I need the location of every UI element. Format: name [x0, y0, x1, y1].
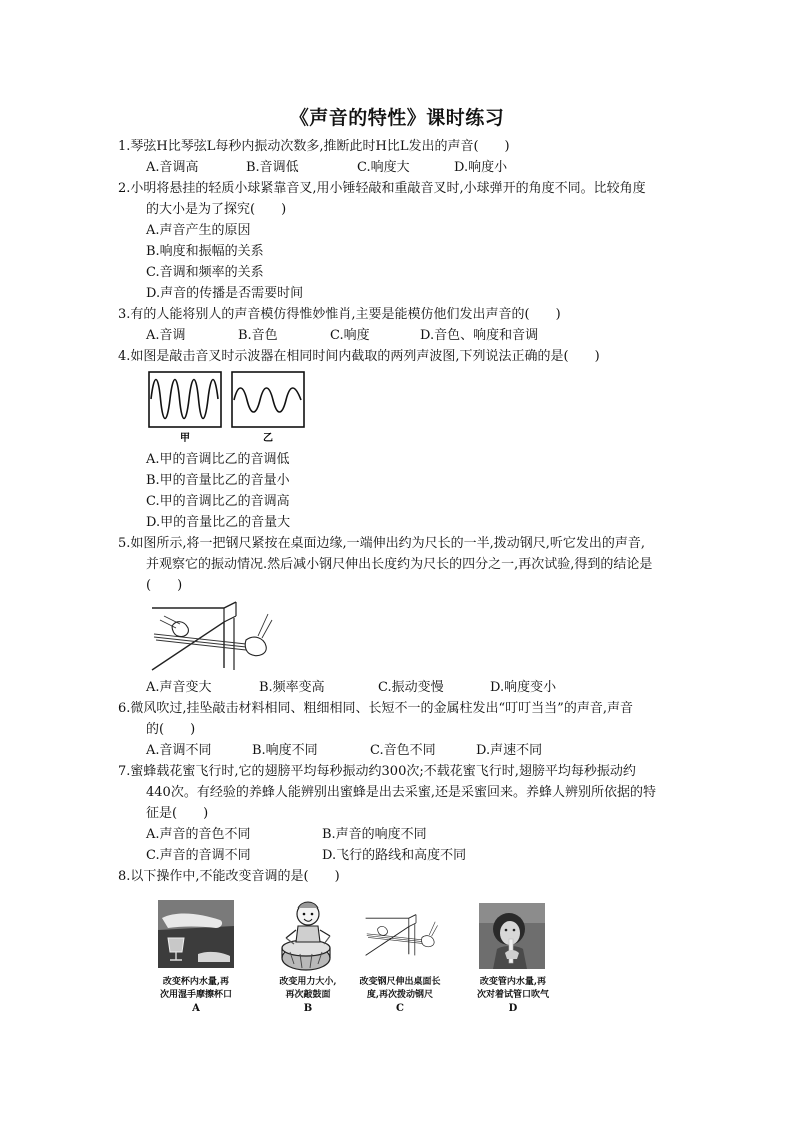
q5-stem-line1: 5.如图所示,将一把钢尺紧按在桌面边缘,一端伸出约为尺长的一半,拨动钢尺,听它发出的声音,: [118, 536, 646, 551]
q6-option-b: B.响度不同: [252, 743, 318, 758]
ruler-on-table-illustration: [146, 600, 276, 672]
figure-b-drum-cartoon: [276, 898, 340, 972]
figure-d-girl-photo: [479, 903, 545, 969]
q6-option-c: C.音色不同: [370, 743, 436, 758]
q7-stem-line1: 7.蜜蜂载花蜜飞行时,它的翅膀平均每秒振动约300次;不载花蜜飞行时,翅膀平均每秒振动约: [118, 764, 636, 779]
q4-option-d: D.甲的音量比乙的音量大: [146, 515, 291, 530]
q3-option-c: C.响度: [330, 328, 370, 343]
q8-stem: 8.以下操作中,不能改变音调的是( ): [118, 869, 340, 884]
q2-option-d: D.声音的传播是否需要时间: [146, 286, 304, 301]
q2-option-b: B.响度和振幅的关系: [146, 244, 264, 259]
figure-b-letter: B: [303, 1003, 313, 1014]
q7-stem-line2: 440次。有经验的养蜂人能辨别出蜜蜂是出去采蜜,还是采蜜回来。养蜂人辨别所依据的特: [146, 785, 656, 800]
q5-option-a: A.声音变大: [146, 680, 212, 695]
q7-option-b: B.声音的响度不同: [322, 827, 427, 842]
q5-stem-line3: ( ): [146, 578, 183, 593]
figure-b-caption-line1: 改变用力大小,: [279, 977, 337, 987]
figure-a-letter: A: [192, 1003, 200, 1014]
q6-option-a: A.音调不同: [146, 743, 212, 758]
figure-c-letter: C: [396, 1003, 404, 1014]
q1-option-d: D.响度小: [454, 160, 508, 175]
q1-option-a: A.音调高: [146, 160, 199, 175]
figure-c-caption-line1: 改变钢尺伸出桌面长: [359, 977, 441, 987]
figure-c-ruler-illustration: [362, 904, 440, 966]
figure-c-caption-line2: 度,再次拨动钢尺: [366, 990, 434, 1000]
q7-option-d: D.飞行的路线和高度不同: [322, 848, 467, 863]
q5-option-c: C.振动变慢: [378, 680, 444, 695]
q1-option-c: C.响度大: [357, 160, 410, 175]
q4-stem: 4.如图是敲击音叉时示波器在相同时间内截取的两列声波图,下列说法正确的是( ): [118, 349, 600, 364]
q4-option-c: C.甲的音调比乙的音调高: [146, 494, 290, 509]
q1-option-b: B.音调低: [246, 160, 299, 175]
q7-stem-line3: 征是( ): [146, 806, 209, 821]
q7-option-c: C.声音的音调不同: [146, 848, 251, 863]
figure-a-glass-photo: [158, 900, 234, 968]
q2-stem-line2: 的大小是为了探究( ): [146, 202, 287, 217]
waveform-label-jia: 甲: [180, 433, 190, 444]
q2-option-a: A.声音产生的原因: [146, 223, 251, 238]
q4-option-b: B.甲的音量比乙的音量小: [146, 473, 290, 488]
figure-a-caption-line2: 次用湿手摩擦杯口: [159, 990, 232, 1000]
q1-stem: 1.琴弦H比琴弦L每秒内振动次数多,推断此时H比L发出的声音( ): [118, 139, 510, 154]
figure-d-caption-line1: 改变管内水量,再: [479, 977, 547, 987]
page-title: 《声音的特性》课时练习: [289, 107, 505, 129]
q3-option-d: D.音色、响度和音调: [420, 328, 539, 343]
waveform-yi-frame: [232, 372, 304, 427]
q5-stem-line2: 并观察它的振动情况.然后减小钢尺伸出长度约为尺长的四分之一,再次试验,得到的结论是: [146, 557, 653, 572]
waveform-figure: [146, 369, 306, 447]
q6-option-d: D.声速不同: [476, 743, 543, 758]
q5-option-b: B.频率变高: [259, 680, 325, 695]
figure-d-letter: D: [508, 1003, 518, 1014]
q4-option-a: A.甲的音调比乙的音调低: [146, 452, 290, 467]
q7-option-a: A.声音的音色不同: [146, 827, 251, 842]
figure-d-caption-line2: 次对着试管口吹气: [476, 990, 549, 1000]
q6-stem-line2: 的( ): [146, 722, 196, 737]
q5-option-d: D.响度变小: [490, 680, 557, 695]
waveform-label-yi: 乙: [263, 433, 273, 444]
q6-stem-line1: 6.微风吹过,挂坠敲击材料相同、粗细相同、长短不一的金属柱发出“叮叮当当”的声音,声音: [118, 701, 633, 716]
q3-stem: 3.有的人能将别人的声音模仿得惟妙惟肖,主要是能模仿他们发出声音的( ): [118, 307, 561, 322]
q2-option-c: C.音调和频率的关系: [146, 265, 264, 280]
figure-a-caption-line1: 改变杯内水量,再: [162, 977, 230, 987]
q3-option-b: B.音色: [238, 328, 278, 343]
q2-stem-line1: 2.小明将悬挂的轻质小球紧靠音叉,用小锤轻敲和重敲音叉时,小球弹开的角度不同。比较角度: [118, 181, 646, 196]
q3-option-a: A.音调: [146, 328, 186, 343]
figure-b-caption-line2: 再次敲鼓面: [285, 990, 331, 1000]
